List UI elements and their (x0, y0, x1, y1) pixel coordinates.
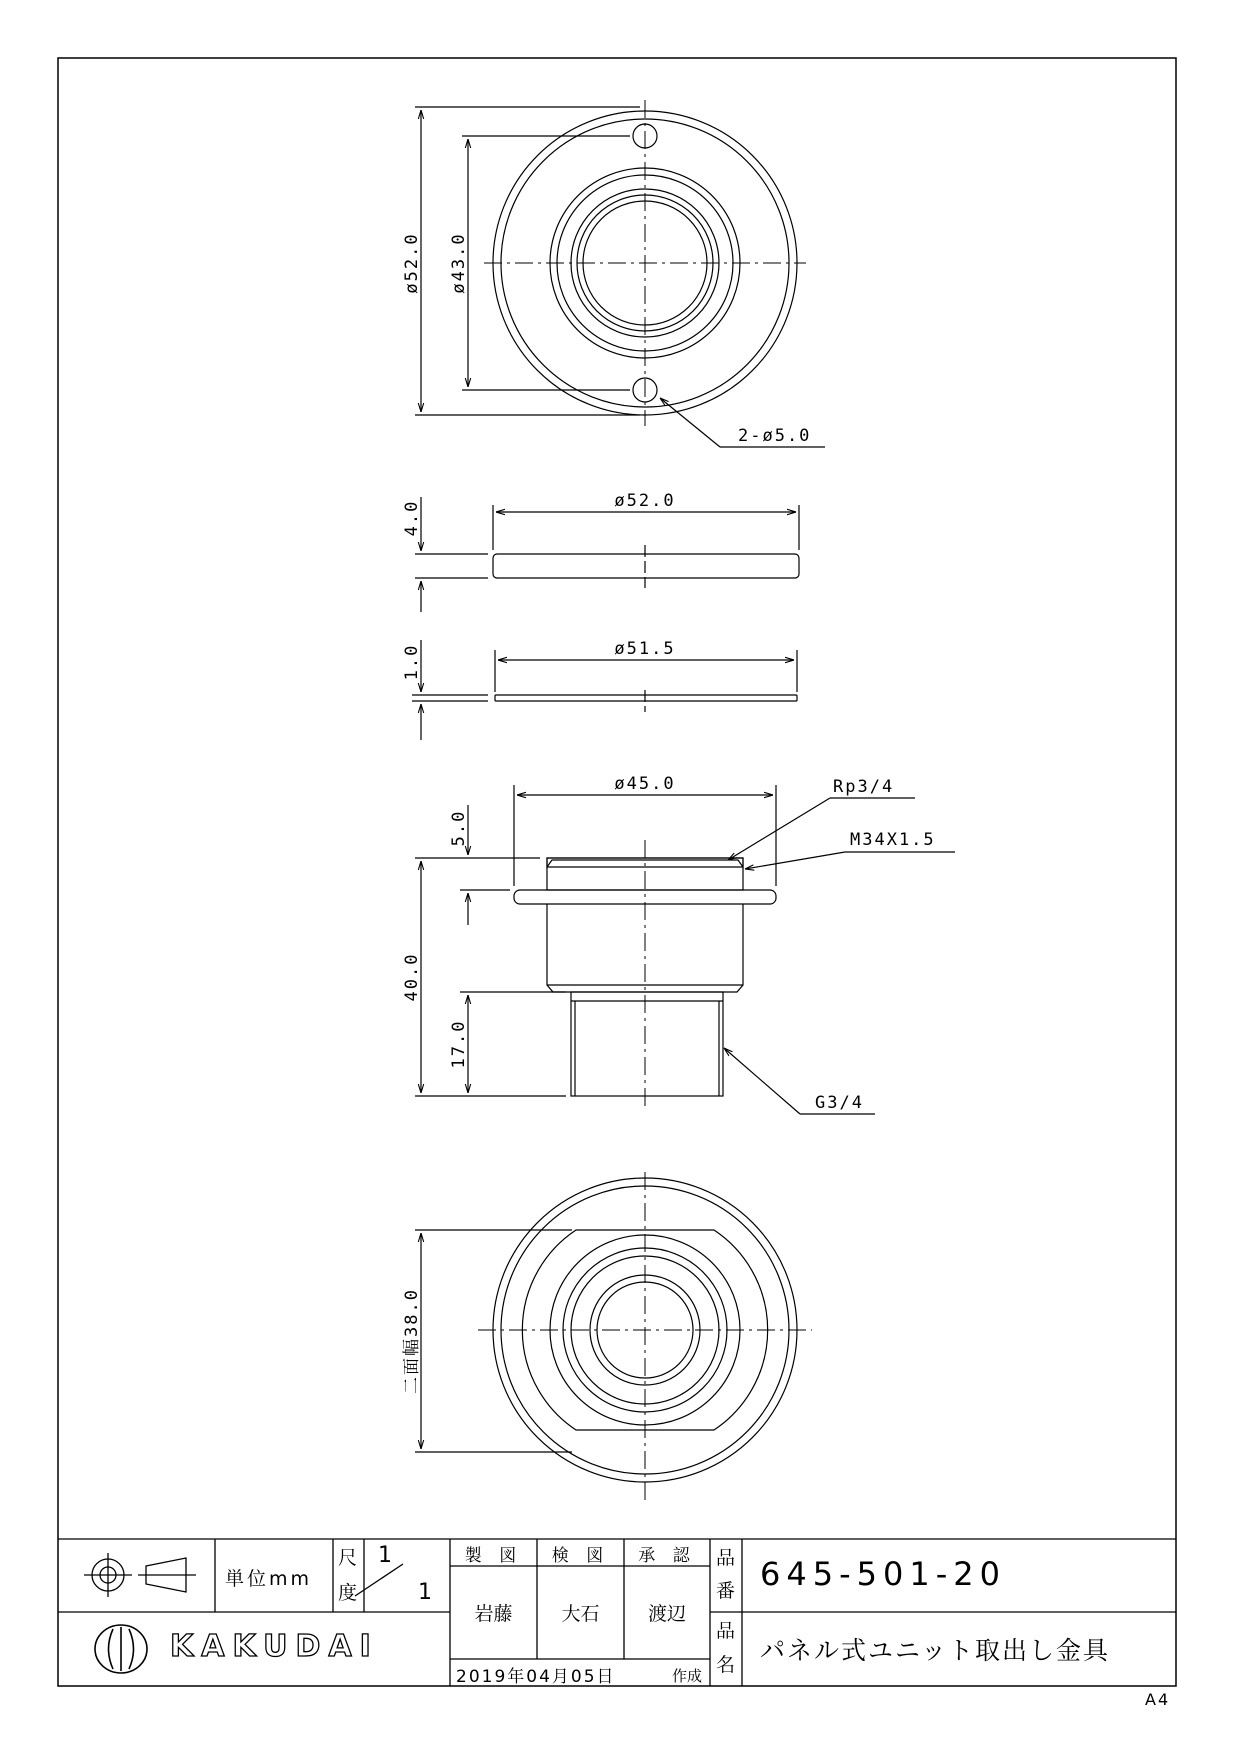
checked-header: 検 図 (551, 1546, 610, 1566)
third-angle-projection-icon (84, 1553, 196, 1597)
part-number: 645-501-20 (760, 1555, 1006, 1593)
approved-by: 渡辺 (647, 1603, 686, 1625)
flange-front-view (415, 100, 825, 447)
scale-label-1: 尺 (338, 1547, 358, 1569)
holes-label: 2-ø5.0 (738, 426, 812, 446)
drawing-date: 2019年04月05日 (456, 1667, 616, 1687)
scale-numerator: 1 (378, 1543, 392, 1568)
gasket2-dia-label: ø51.5 (614, 639, 676, 659)
part-no-label-2: 番 (716, 1580, 736, 1602)
inner-thread-label: Rp3/4 (833, 777, 895, 797)
scale-label-2: 度 (338, 1582, 358, 1604)
part-name: パネル式ユニット取出し金具 (760, 1636, 1111, 1665)
fitting-thread-len-label: 17.0 (449, 1019, 469, 1069)
approved-header: 承 認 (638, 1546, 696, 1566)
kakudai-logo-icon (95, 1625, 147, 1673)
part-name-label-1: 品 (716, 1620, 736, 1642)
gasket2-view (412, 640, 797, 740)
fitting-flange-dia-label: ø45.0 (614, 774, 676, 794)
company-name: KAKUDAI (170, 1629, 379, 1664)
unit-label: 単位mm (225, 1568, 313, 1590)
bottom-thread-label: G3/4 (815, 1093, 864, 1113)
fitting-total-height-label: 40.0 (402, 952, 422, 1002)
outer-dia-label: ø52.0 (402, 232, 422, 294)
gasket1-dia-label: ø52.0 (614, 491, 676, 511)
part-no-label-1: 品 (716, 1547, 736, 1569)
fitting-top-height-label: 5.0 (449, 809, 469, 847)
scale-denominator: 1 (418, 1580, 432, 1605)
hole-pitch-label: ø43.0 (449, 232, 469, 294)
sheet-border (58, 58, 1176, 1686)
created-label: 作成 (672, 1667, 703, 1685)
paper-size: A4 (1145, 1690, 1171, 1709)
drawn-by: 岩藤 (474, 1603, 513, 1625)
gasket1-view (415, 497, 799, 612)
drawn-header: 製 図 (464, 1546, 523, 1566)
outer-thread-label: M34X1.5 (850, 830, 936, 850)
across-flats-label: 二面幅38.0 (402, 1288, 422, 1394)
checked-by: 大石 (561, 1603, 600, 1625)
gasket2-thickness-label: 1.0 (402, 643, 422, 681)
part-name-label-2: 名 (716, 1654, 736, 1676)
gasket1-thickness-label: 4.0 (402, 499, 422, 537)
bottom-view (415, 1172, 812, 1500)
